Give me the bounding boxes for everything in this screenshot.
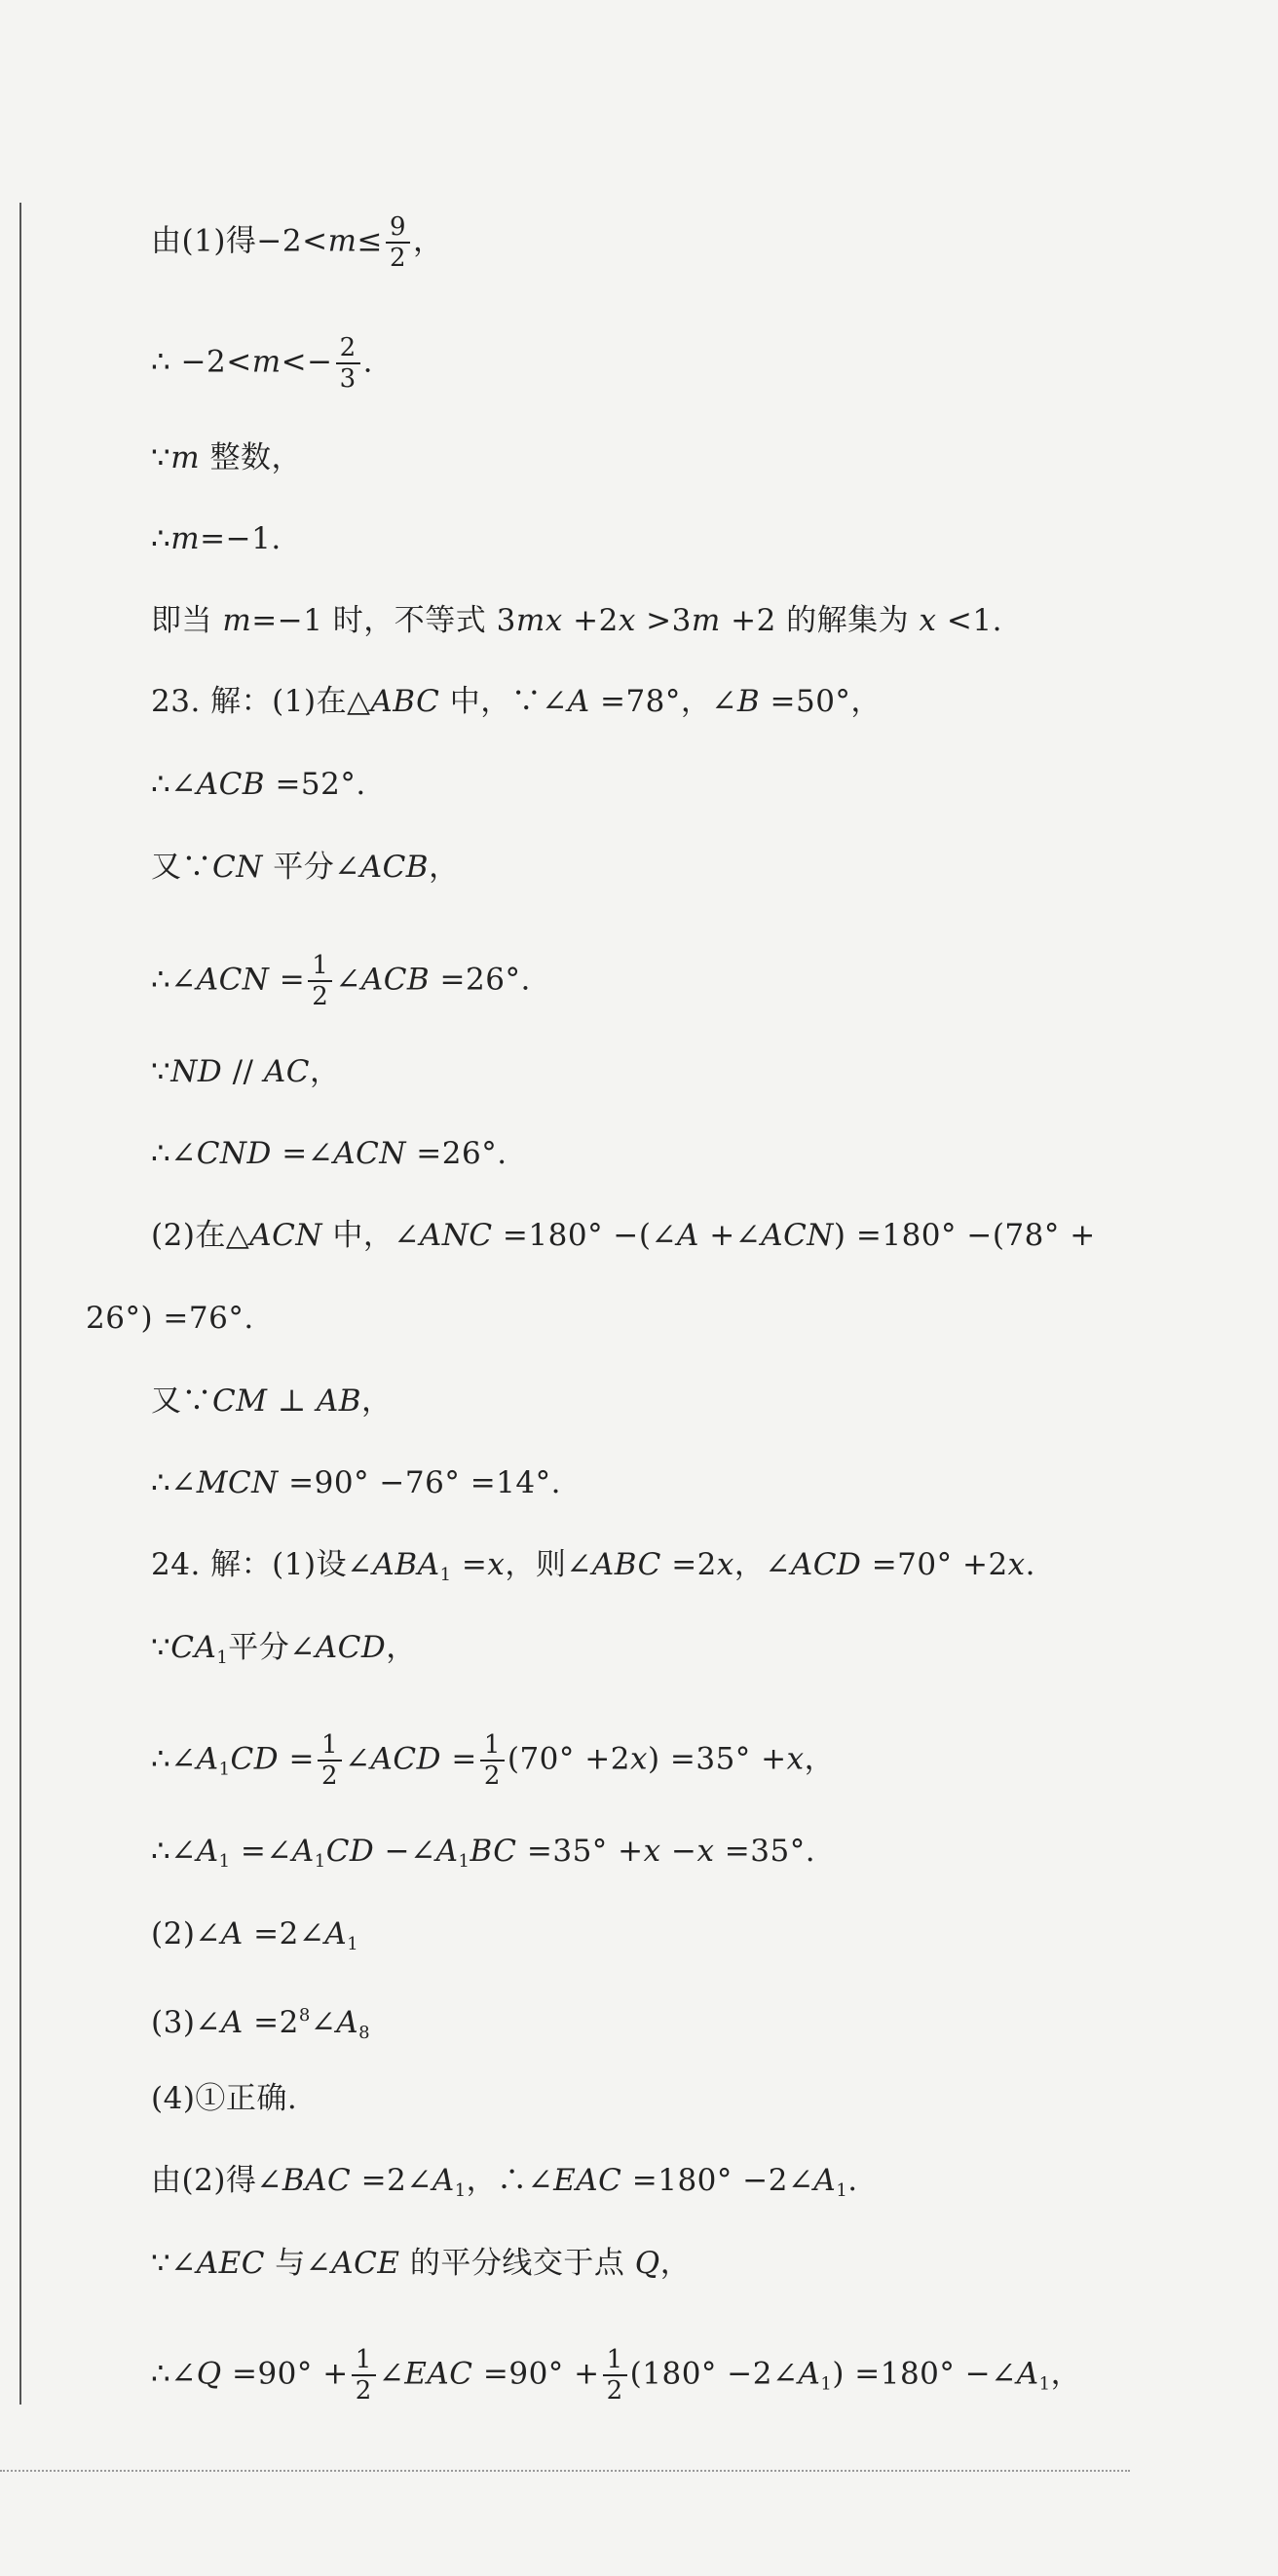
denominator: 3: [339, 364, 357, 394]
solution-line: [151, 1463, 561, 1502]
variable: ACB: [196, 767, 266, 802]
text-run: ∴∠: [151, 1465, 197, 1500]
solution-line: [151, 601, 1002, 640]
variable: AEC: [196, 2246, 265, 2281]
solution-line: [151, 2345, 1081, 2406]
variable: AC: [263, 1054, 310, 1089]
text-run: (3)∠: [151, 2005, 221, 2040]
text-run: =52°.: [265, 767, 366, 802]
text-run: ，: [386, 1630, 417, 1665]
subscript: 1: [216, 1648, 229, 1668]
variable: A: [1016, 2356, 1039, 2392]
solution-line: [151, 2161, 858, 2211]
text-run: 整数，: [200, 440, 302, 475]
denominator: 2: [355, 2376, 372, 2406]
denominator: 2: [483, 1762, 501, 1791]
solution-line: [151, 519, 282, 558]
solution-line: [151, 438, 302, 477]
subscript: 1: [820, 2373, 833, 2395]
text-run: =180° −(∠: [492, 1218, 677, 1253]
text-run: ，: [429, 850, 460, 885]
numerator: 1: [308, 951, 332, 982]
solution-line: [151, 848, 460, 887]
subscript: 1: [218, 1759, 231, 1780]
text-run: 又∵: [151, 850, 212, 885]
text-run: ∴∠: [151, 1136, 197, 1171]
subscript: 1: [454, 2180, 467, 2201]
variable: BC: [470, 1834, 517, 1869]
text-run: =26°.: [430, 962, 531, 998]
text-run: >3: [635, 603, 692, 638]
text-run: =50°，: [760, 684, 882, 719]
text-run: ，则∠: [505, 1547, 592, 1582]
subscript: 1: [836, 2180, 848, 2201]
text-run: ∵∠: [151, 2246, 197, 2281]
variable: ACN: [249, 1218, 322, 1253]
text-run: ) =180° −∠: [832, 2356, 1017, 2392]
numerator: 1: [480, 1730, 505, 1762]
solution-line: [151, 1382, 393, 1421]
variable: A: [432, 2163, 455, 2198]
text-run: =2∠: [243, 1916, 325, 1951]
variable: ABC: [370, 684, 440, 719]
variable: ACN: [333, 1136, 406, 1171]
variable: CD: [230, 1741, 280, 1777]
variable: x: [643, 1834, 661, 1869]
text-run: ) =180° −(78° +: [833, 1218, 1096, 1253]
solution-line: [151, 2244, 691, 2283]
text-run: =2: [660, 1547, 717, 1582]
solution-line: [151, 1216, 1096, 1255]
variable: x: [696, 1834, 715, 1869]
variable: ACD: [790, 1547, 862, 1582]
text-run: ∴∠: [151, 2356, 197, 2392]
subscript: 1: [347, 1934, 359, 1954]
variable: CD: [325, 1834, 375, 1869]
text-run: =180° −2∠: [621, 2163, 814, 2198]
variable: ACB: [360, 962, 431, 998]
solution-line: [151, 1730, 835, 1791]
text-run: =−1 时，不等式 3: [251, 603, 516, 638]
fraction: [308, 951, 332, 1011]
text-run: (180° −2∠: [629, 2356, 799, 2392]
variable: x: [487, 1547, 506, 1582]
text-run: +∠: [698, 1218, 762, 1253]
text-run: =90° −76° =14°.: [278, 1465, 561, 1500]
variable: A: [798, 2356, 821, 2392]
variable: m: [170, 521, 201, 556]
text-run: ∵: [151, 1054, 171, 1089]
text-run: .: [847, 2163, 858, 2198]
variable: x: [1007, 1547, 1026, 1582]
text-run: ∠: [335, 962, 361, 998]
variable: A: [291, 1834, 315, 1869]
numerator: 1: [352, 2345, 376, 2376]
variable: m: [691, 603, 721, 638]
text-run: ，∴∠: [466, 2163, 554, 2198]
variable: x: [786, 1741, 805, 1777]
text-run: +2: [562, 603, 619, 638]
text-run: ) =35° +: [647, 1741, 787, 1777]
variable: x: [716, 1547, 734, 1582]
text-run: ，∠: [733, 1547, 791, 1582]
variable: m: [222, 603, 252, 638]
variable: A: [336, 2005, 359, 2040]
variable: x: [618, 603, 636, 638]
subscript: 1: [1038, 2373, 1051, 2395]
text-run: =35°.: [714, 1834, 816, 1869]
variable: Q: [634, 2246, 660, 2281]
text-run: −: [660, 1834, 697, 1869]
text-run: ，: [1050, 2356, 1082, 2392]
variable: A: [324, 1916, 348, 1951]
variable: EAC: [553, 2163, 622, 2198]
text-run: =−1.: [200, 521, 282, 556]
fraction: [352, 2345, 376, 2406]
text-run: 即当: [151, 603, 223, 638]
text-run: ，: [361, 1383, 393, 1419]
text-run: .: [362, 344, 374, 380]
solution-line: [151, 333, 373, 394]
variable: A: [220, 2005, 244, 2040]
text-run: ∠: [345, 1741, 371, 1777]
variable: A: [196, 1741, 219, 1777]
text-run: =78°，∠: [589, 684, 737, 719]
text-run: .: [1025, 1547, 1036, 1582]
variable: ACN: [196, 962, 270, 998]
text-run: =∠: [230, 1834, 292, 1869]
solution-line: [151, 2079, 297, 2118]
variable: CND: [196, 1136, 272, 1171]
solution-line: [151, 212, 444, 273]
text-run: =2: [243, 2005, 299, 2040]
text-run: (4)①正确.: [151, 2081, 298, 2116]
variable: CN: [212, 850, 263, 885]
variable: x: [629, 1741, 648, 1777]
variable: x: [919, 603, 937, 638]
text-run: =: [440, 1741, 477, 1777]
text-run: 23. 解：(1)在△: [151, 684, 371, 719]
dotted-divider: [0, 2470, 1130, 2472]
variable: A: [196, 1834, 219, 1869]
variable: CA: [170, 1630, 217, 1665]
variable: ACD: [370, 1741, 441, 1777]
text-run: =: [279, 1741, 315, 1777]
text-run: =2∠: [351, 2163, 432, 2198]
fraction: [386, 212, 410, 273]
text-run: 26°) =76°.: [86, 1301, 254, 1336]
solution-line: [151, 1832, 815, 1881]
variable: m: [327, 223, 357, 259]
text-run: ∠: [378, 2356, 405, 2392]
text-run: +2 的解集为: [720, 603, 920, 638]
text-run: ∵: [151, 440, 171, 475]
text-run: =: [451, 1547, 488, 1582]
fraction: [603, 2345, 627, 2406]
text-run: ∴: [151, 521, 171, 556]
solution-line: [151, 1914, 358, 1964]
text-run: ∴∠: [151, 767, 197, 802]
text-run: 由(1)得−2<: [151, 223, 328, 259]
variable: CM: [212, 1383, 268, 1419]
text-run: (2)∠: [151, 1916, 221, 1951]
text-run: =35° +: [516, 1834, 644, 1869]
solution-line: [151, 1052, 340, 1091]
text-run: 的平分线交于点: [399, 2246, 635, 2281]
solution-line: [86, 1299, 254, 1338]
text-run: −∠: [374, 1834, 436, 1869]
variable: ND: [170, 1054, 223, 1089]
text-run: ∴∠: [151, 1741, 197, 1777]
subscript: 1: [314, 1851, 326, 1872]
variable: ANC: [419, 1218, 493, 1253]
variable: MCN: [196, 1465, 279, 1500]
denominator: 2: [606, 2376, 623, 2406]
text-run: =: [269, 962, 306, 998]
numerator: 1: [318, 1730, 342, 1762]
subscript: 8: [358, 2023, 371, 2043]
variable: ABA: [372, 1547, 440, 1582]
text-run: 平分∠: [228, 1630, 316, 1665]
variable: A: [813, 2163, 837, 2198]
superscript: 8: [298, 2005, 311, 2026]
text-run: ∠: [310, 2005, 337, 2040]
text-run: ，: [804, 1741, 836, 1777]
solution-line: [151, 1134, 507, 1173]
solution-line: [151, 951, 531, 1011]
denominator: 2: [320, 1762, 339, 1791]
variable: ACD: [315, 1630, 387, 1665]
subscript: 1: [458, 1851, 470, 1872]
variable: ACB: [359, 850, 430, 885]
text-run: ∴∠: [151, 1834, 197, 1869]
variable: ACE: [331, 2246, 400, 2281]
text-run: 24. 解：(1)设∠: [151, 1547, 373, 1582]
text-run: 中，∠: [322, 1218, 420, 1253]
text-run: =26°.: [405, 1136, 507, 1171]
variable: BAC: [282, 2163, 352, 2198]
subscript: 1: [218, 1851, 231, 1872]
numerator: 1: [603, 2345, 627, 2376]
variable: A: [435, 1834, 459, 1869]
variable: m: [170, 440, 201, 475]
text-run: ∴∠: [151, 962, 197, 998]
solution-line: [151, 682, 882, 721]
fraction: [336, 333, 360, 394]
text-run: 与∠: [264, 2246, 332, 2281]
margin-rule: [19, 203, 21, 2405]
text-run: //: [222, 1054, 264, 1089]
text-run: (2)在△: [151, 1218, 250, 1253]
variable: ACN: [761, 1218, 834, 1253]
text-run: 又∵: [151, 1383, 212, 1419]
variable: ABC: [591, 1547, 661, 1582]
solution-line: [151, 765, 366, 804]
variable: B: [736, 684, 761, 719]
text-run: (70° +2: [507, 1741, 630, 1777]
solution-line: [151, 1545, 1035, 1595]
numerator: 2: [336, 333, 360, 364]
text-run: 中，∵∠: [439, 684, 568, 719]
denominator: 2: [389, 244, 407, 273]
text-run: =90° +: [472, 2356, 600, 2392]
variable: A: [567, 684, 590, 719]
solution-line: [151, 1628, 417, 1678]
text-run: 由(2)得∠: [151, 2163, 282, 2198]
text-run: =70° +2: [861, 1547, 1008, 1582]
text-run: 平分∠: [262, 850, 360, 885]
variable: EAC: [404, 2356, 473, 2392]
denominator: 2: [312, 982, 329, 1011]
text-run: ⊥: [267, 1383, 317, 1419]
numerator: 9: [386, 212, 410, 244]
text-run: ，: [413, 223, 444, 259]
text-run: ，: [659, 2246, 692, 2281]
text-run: ∵: [151, 1630, 171, 1665]
text-run: ≤: [357, 223, 383, 259]
text-run: <1.: [936, 603, 1002, 638]
text-run: =90° +: [221, 2356, 349, 2392]
text-run: ，: [309, 1054, 341, 1089]
variable: A: [220, 1916, 244, 1951]
fraction: [318, 1730, 342, 1791]
solution-line: [151, 1996, 370, 2053]
variable: AB: [316, 1383, 362, 1419]
variable: Q: [196, 2356, 222, 2392]
variable: mx: [515, 603, 563, 638]
text-run: <−: [281, 344, 333, 380]
variable: A: [676, 1218, 699, 1253]
variable: m: [251, 344, 282, 380]
text-run: =∠: [271, 1136, 334, 1171]
fraction: [480, 1730, 505, 1791]
text-run: ∴ −2<: [151, 344, 252, 380]
subscript: 1: [439, 1565, 452, 1585]
